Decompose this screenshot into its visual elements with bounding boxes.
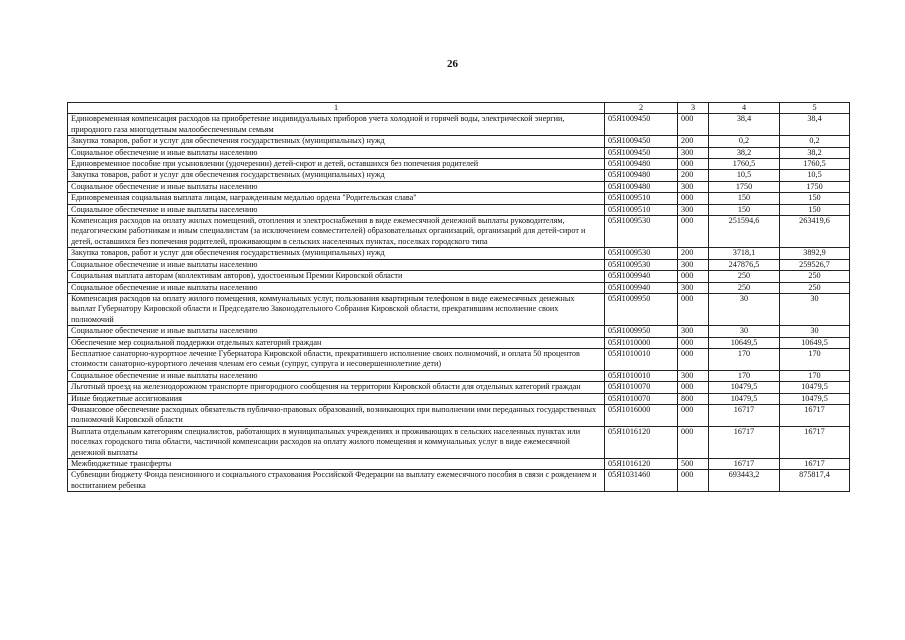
row-value-4: 16717 — [709, 404, 780, 426]
table-header-row — [68, 103, 850, 114]
table-row — [68, 282, 850, 293]
row-subcode: 000 — [678, 404, 709, 426]
row-name: Закупка товаров, работ и услуг для обеспечения государственных (муниципальных) нужд — [68, 136, 605, 147]
row-code: 05Я1009510 — [605, 204, 678, 215]
row-subcode: 000 — [678, 348, 709, 370]
row-value-4: 16717 — [709, 459, 780, 470]
table-row — [68, 204, 850, 215]
row-code: 05Я1016120 — [605, 426, 678, 458]
table-row — [68, 147, 850, 158]
row-name: Закупка товаров, работ и услуг для обеспечения государственных (муниципальных) нужд — [68, 170, 605, 181]
table-row — [68, 348, 850, 370]
row-value-4: 10649,5 — [709, 337, 780, 348]
column-header-4: 4 — [709, 103, 780, 114]
row-subcode: 300 — [678, 204, 709, 215]
row-name: Социальное обеспечение и иные выплаты населению — [68, 370, 605, 381]
row-value-4: 16717 — [709, 426, 780, 458]
row-name: Выплата отдельным категориям специалистов, работающих в муниципальных учреждениях и проживающих в сельских населенных пунктах или поселках городского типа области, частичной компенсации расходов на оплату жилого помещения и коммунальных услуг в виде ежемесячной денежной выплаты — [68, 426, 605, 458]
row-value-5: 170 — [780, 348, 850, 370]
row-subcode: 300 — [678, 282, 709, 293]
row-value-5: 16717 — [780, 459, 850, 470]
row-value-5: 30 — [780, 326, 850, 337]
row-value-5: 10479,5 — [780, 382, 850, 393]
row-name: Иные бюджетные ассигнования — [68, 393, 605, 404]
row-name: Субвенции бюджету Фонда пенсионного и социального страхования Российской Федерации на выплату ежемесячного пособия в связи с рождением и воспитанием ребенка — [68, 470, 605, 492]
table-row — [68, 248, 850, 259]
row-name: Социальное обеспечение и иные выплаты населению — [68, 204, 605, 215]
table-row — [68, 259, 850, 270]
row-subcode: 300 — [678, 326, 709, 337]
row-subcode: 000 — [678, 193, 709, 204]
row-name: Социальное обеспечение и иные выплаты населению — [68, 282, 605, 293]
row-name: Финансовое обеспечение расходных обязательств публично-правовых образований, возникающих при выполнении ими переданных государственных полномочий Кировской области — [68, 404, 605, 426]
row-code: 05Я1009530 — [605, 216, 678, 248]
row-name: Закупка товаров, работ и услуг для обеспечения государственных (муниципальных) нужд — [68, 248, 605, 259]
row-name: Социальное обеспечение и иные выплаты населению — [68, 259, 605, 270]
row-code: 05Я1009450 — [605, 136, 678, 147]
row-name: Компенсация расходов на оплату жилых помещений, отопления и электроснабжения в виде ежемесячной денежной выплаты руководителям, педагогическим работникам и иным специалистам (за исключением совместителей) образовательных организаций, организаций для детей-сирот и детей, оставшихся без попечения родителей, проживающим в сельских населенных пунктах, поселках городского типа — [68, 216, 605, 248]
row-value-4: 693443,2 — [709, 470, 780, 492]
row-code: 05Я1016000 — [605, 404, 678, 426]
row-value-5: 10479,5 — [780, 393, 850, 404]
row-value-4: 1750 — [709, 181, 780, 192]
row-subcode: 200 — [678, 248, 709, 259]
row-value-5: 150 — [780, 204, 850, 215]
table-row — [68, 216, 850, 248]
table-row — [68, 337, 850, 348]
row-name: Обеспечение мер социальной поддержки отдельных категорий граждан — [68, 337, 605, 348]
row-name: Социальное обеспечение и иные выплаты населению — [68, 326, 605, 337]
table-row — [68, 293, 850, 325]
row-code: 05Я1009450 — [605, 114, 678, 136]
table-row — [68, 181, 850, 192]
row-code: 05Я1010010 — [605, 348, 678, 370]
row-subcode: 000 — [678, 271, 709, 282]
row-value-5: 263419,6 — [780, 216, 850, 248]
table-row — [68, 114, 850, 136]
row-value-5: 0,2 — [780, 136, 850, 147]
table-row — [68, 170, 850, 181]
table-row — [68, 136, 850, 147]
table-row — [68, 159, 850, 170]
row-value-4: 251594,6 — [709, 216, 780, 248]
row-value-5: 30 — [780, 293, 850, 325]
table-row — [68, 193, 850, 204]
row-name: Бесплатное санаторно-курортное лечение Губернатора Кировской области, прекратившего исполнение своих полномочий, и оплата 50 процентов стоимости санаторно-курортного лечения членам его семьи (супруг, супруга и несовершеннолетние дети) — [68, 348, 605, 370]
row-name: Единовременная компенсация расходов на приобретение индивидуальных приборов учета холодной и горячей воды, электрической энергии, природного газа многодетным малообеспеченным семьям — [68, 114, 605, 136]
row-subcode: 500 — [678, 459, 709, 470]
row-value-5: 10,5 — [780, 170, 850, 181]
row-value-4: 0,2 — [709, 136, 780, 147]
row-code: 05Я1010010 — [605, 370, 678, 381]
row-code: 05Я1009530 — [605, 259, 678, 270]
row-code: 05Я1016120 — [605, 459, 678, 470]
row-value-4: 247876,5 — [709, 259, 780, 270]
row-code: 05Я1009950 — [605, 293, 678, 325]
table-row — [68, 459, 850, 470]
table-row — [68, 370, 850, 381]
row-value-5: 3892,9 — [780, 248, 850, 259]
row-name: Межбюджетные трансферты — [68, 459, 605, 470]
row-name: Социальное обеспечение и иные выплаты населению — [68, 147, 605, 158]
table-row — [68, 470, 850, 492]
row-name: Единовременная социальная выплата лицам, награжденным медалью ордена "Родительская слава" — [68, 193, 605, 204]
row-value-4: 1760,5 — [709, 159, 780, 170]
row-code: 05Я1009510 — [605, 193, 678, 204]
row-value-5: 150 — [780, 193, 850, 204]
row-value-4: 10,5 — [709, 170, 780, 181]
row-code: 05Я1009480 — [605, 170, 678, 181]
row-subcode: 000 — [678, 114, 709, 136]
row-value-5: 250 — [780, 271, 850, 282]
row-value-4: 30 — [709, 326, 780, 337]
column-header-5: 5 — [780, 103, 850, 114]
row-subcode: 000 — [678, 382, 709, 393]
row-code: 05Я1009530 — [605, 248, 678, 259]
row-code: 05Я1009940 — [605, 282, 678, 293]
row-name: Социальное обеспечение и иные выплаты населению — [68, 181, 605, 192]
column-header-3: 3 — [678, 103, 709, 114]
row-value-4: 10479,5 — [709, 382, 780, 393]
row-code: 05Я1009940 — [605, 271, 678, 282]
row-value-4: 3718,1 — [709, 248, 780, 259]
table-row — [68, 404, 850, 426]
table-row — [68, 393, 850, 404]
row-value-4: 250 — [709, 271, 780, 282]
row-value-5: 38,2 — [780, 147, 850, 158]
row-subcode: 000 — [678, 159, 709, 170]
row-code: 05Я1010000 — [605, 337, 678, 348]
row-name: Льготный проезд на железнодорожном транспорте пригородного сообщения на территории Кировской области для отдельных категорий граждан — [68, 382, 605, 393]
row-code: 05Я1009480 — [605, 181, 678, 192]
row-value-5: 1750 — [780, 181, 850, 192]
row-value-5: 170 — [780, 370, 850, 381]
row-value-5: 250 — [780, 282, 850, 293]
row-subcode: 300 — [678, 370, 709, 381]
table-row — [68, 426, 850, 458]
row-subcode: 000 — [678, 293, 709, 325]
row-subcode: 200 — [678, 136, 709, 147]
row-subcode: 000 — [678, 337, 709, 348]
row-subcode: 000 — [678, 426, 709, 458]
row-value-4: 38,4 — [709, 114, 780, 136]
row-name: Социальная выплата авторам (коллективам авторов), удостоенным Премии Кировской области — [68, 271, 605, 282]
row-value-4: 30 — [709, 293, 780, 325]
row-code: 05Я1010070 — [605, 382, 678, 393]
row-name: Компенсация расходов на оплату жилого помещения, коммунальных услуг, пользования квартирным телефоном в виде ежемесячных денежных выплат Губернатору Кировской области и Председателю Законодательного Собрания Кировской области, прекратившим исполнение своих полномочий — [68, 293, 605, 325]
row-subcode: 000 — [678, 470, 709, 492]
row-subcode: 300 — [678, 259, 709, 270]
row-value-4: 250 — [709, 282, 780, 293]
row-code: 05Я1009950 — [605, 326, 678, 337]
row-value-5: 10649,5 — [780, 337, 850, 348]
row-value-4: 150 — [709, 193, 780, 204]
page-number: 26 — [447, 58, 458, 70]
row-value-5: 875817,4 — [780, 470, 850, 492]
column-header-2: 2 — [605, 103, 678, 114]
row-code: 05Я1009480 — [605, 159, 678, 170]
row-value-5: 38,4 — [780, 114, 850, 136]
row-value-5: 16717 — [780, 404, 850, 426]
row-value-4: 150 — [709, 204, 780, 215]
row-value-5: 16717 — [780, 426, 850, 458]
column-header-1: 1 — [68, 103, 605, 114]
row-value-4: 170 — [709, 370, 780, 381]
row-value-4: 38,2 — [709, 147, 780, 158]
row-subcode: 200 — [678, 170, 709, 181]
row-subcode: 300 — [678, 181, 709, 192]
table-row — [68, 382, 850, 393]
row-code: 05Я1010070 — [605, 393, 678, 404]
budget-table — [67, 102, 850, 492]
row-code: 05Я1031460 — [605, 470, 678, 492]
row-value-4: 10479,5 — [709, 393, 780, 404]
row-subcode: 300 — [678, 147, 709, 158]
table-row — [68, 271, 850, 282]
row-value-5: 1760,5 — [780, 159, 850, 170]
row-code: 05Я1009450 — [605, 147, 678, 158]
row-value-5: 259526,7 — [780, 259, 850, 270]
row-subcode: 800 — [678, 393, 709, 404]
row-value-4: 170 — [709, 348, 780, 370]
table-row — [68, 326, 850, 337]
row-subcode: 000 — [678, 216, 709, 248]
row-name: Единовременное пособие при усыновлении (удочерении) детей-сирот и детей, оставшихся без попечения родителей — [68, 159, 605, 170]
